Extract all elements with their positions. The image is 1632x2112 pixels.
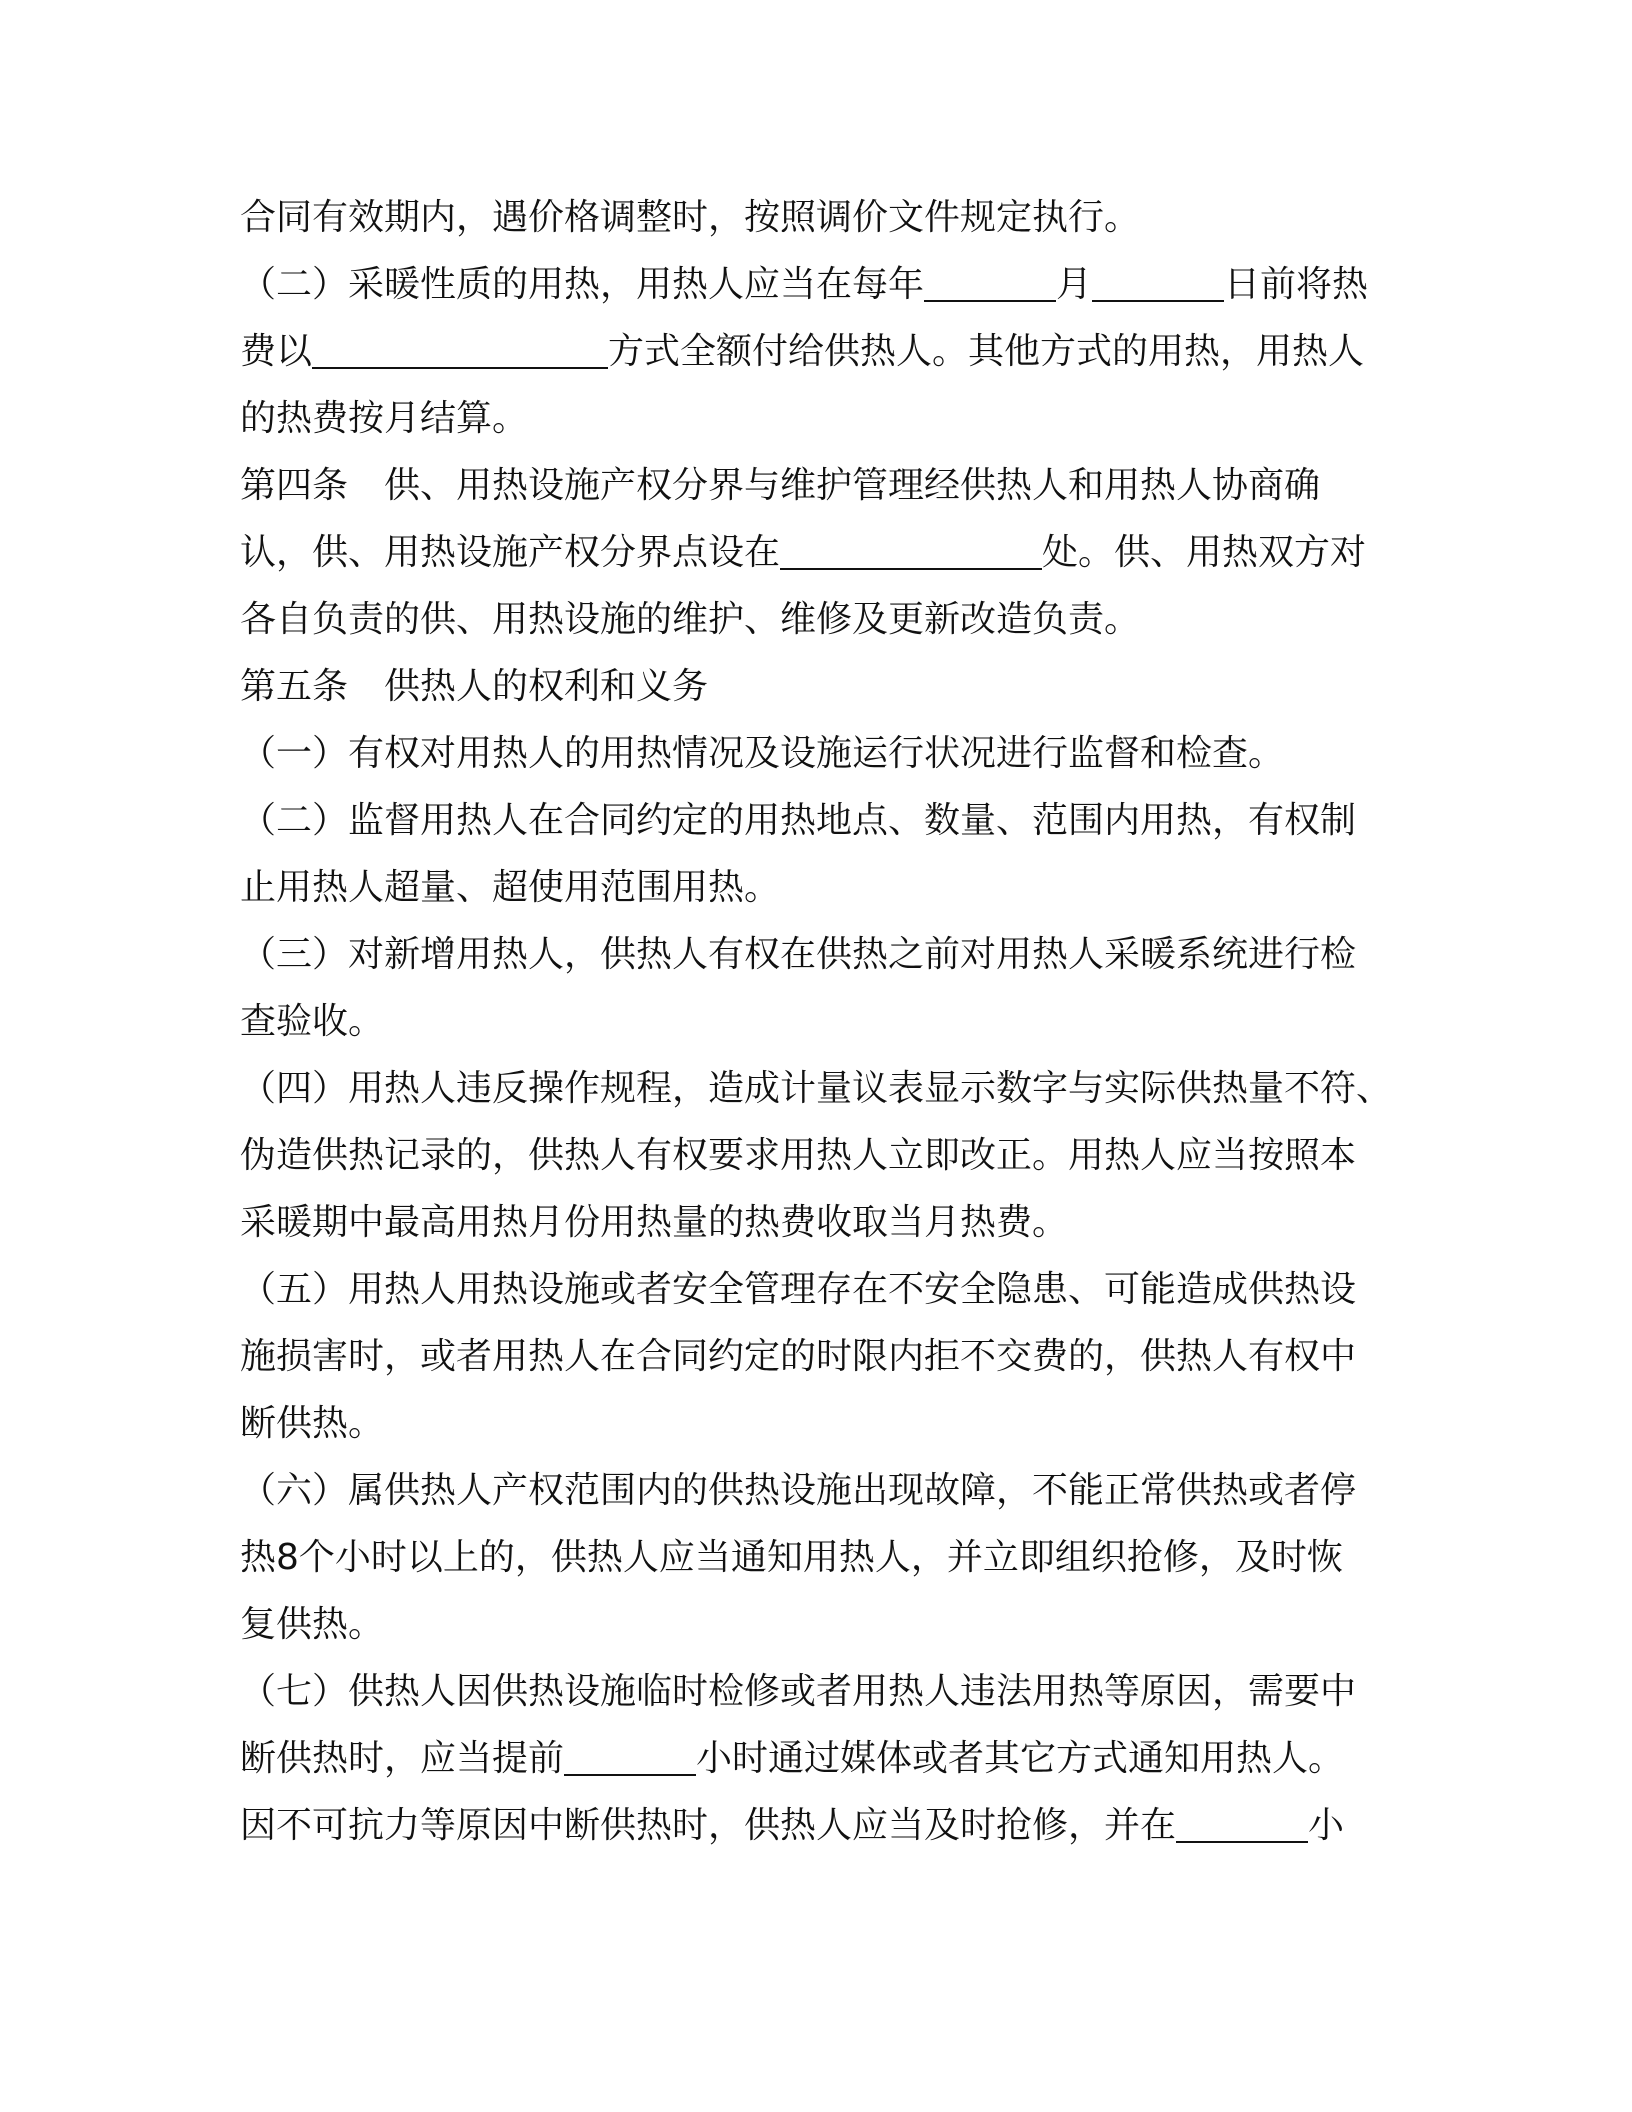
text-line xyxy=(240,519,1380,586)
text-segment: 因不可抗力等原因中断供热时，供热人应当及时抢修，并在 xyxy=(240,1805,1177,1846)
text-line: （五）用热人用热设施或者安全管理存在不安全隐患、可能造成供热设 xyxy=(240,1269,1357,1310)
text-line: （一）有权对用热人的用热情况及设施运行状况进行监督和检查。 xyxy=(240,733,1285,774)
article-heading xyxy=(240,452,1380,519)
text-line xyxy=(240,1725,1380,1792)
text-line: 止用热人超量、超使用范围用热。 xyxy=(240,867,781,908)
text-line: 断供热。 xyxy=(240,1403,385,1444)
text-line xyxy=(240,251,1380,318)
text-segment: 方式全额付给供热人。其他方式的用热，用热人 xyxy=(608,331,1365,372)
text-line: 的热费按月结算。 xyxy=(240,398,529,439)
text-segment: 处。供、用热双方对 xyxy=(1042,532,1367,573)
text-segment: 费以 xyxy=(240,331,313,372)
text-segment: （二）采暖性质的用热，用热人应当在每年 xyxy=(240,264,925,305)
text-line: 伪造供热记录的，供热人有权要求用热人立即改正。用热人应当按照本 xyxy=(240,1135,1357,1176)
text-segment: 供、用热设施产权分界与维护管理经供热人和用热人协商确 xyxy=(384,465,1321,506)
article-number: 第四条 xyxy=(240,465,349,506)
text-line: 热8个小时以上的，供热人应当通知用热人，并立即组织抢修，及时恢 xyxy=(240,1537,1343,1578)
blank-field-day[interactable] xyxy=(1092,256,1224,302)
blank-field-month[interactable] xyxy=(924,256,1056,302)
article-number: 第五条 xyxy=(240,666,349,707)
text-line: （三）对新增用热人，供热人有权在供热之前对用热人采暖系统进行检 xyxy=(240,934,1357,975)
text-line: （四）用热人违反操作规程，造成计量议表显示数字与实际供热量不符、 xyxy=(240,1068,1393,1109)
text-line: （七）供热人因供热设施临时检修或者用热人违法用热等原因，需要中 xyxy=(240,1671,1357,1712)
text-segment: 小时通过媒体或者其它方式通知用热人。 xyxy=(696,1738,1345,1779)
blank-field-boundary-point[interactable] xyxy=(780,524,1042,570)
article-title: 供热人的权利和义务 xyxy=(384,666,709,707)
text-line: 施损害时，或者用热人在合同约定的时限内拒不交费的，供热人有权中 xyxy=(240,1336,1357,1377)
blank-field-repair-hours[interactable] xyxy=(1176,1797,1308,1843)
text-line xyxy=(240,1792,1380,1859)
text-segment: 小 xyxy=(1308,1805,1345,1846)
text-line: （二）监督用热人在合同约定的用热地点、数量、范围内用热，有权制 xyxy=(240,800,1357,841)
blank-field-payment-method[interactable] xyxy=(312,323,608,369)
text-line: 各自负责的供、用热设施的维护、维修及更新改造负责。 xyxy=(240,599,1141,640)
blank-field-notice-hours[interactable] xyxy=(564,1730,696,1776)
text-line: 采暖期中最高用热月份用热量的热费收取当月热费。 xyxy=(240,1202,1069,1243)
text-segment: 认，供、用热设施产权分界点设在 xyxy=(240,532,781,573)
text-segment: 断供热时，应当提前 xyxy=(240,1738,565,1779)
document-page xyxy=(240,184,1393,1859)
text-line: 合同有效期内，遇价格调整时，按照调价文件规定执行。 xyxy=(240,197,1141,238)
text-segment: 月 xyxy=(1056,264,1093,305)
text-segment: 日前将热 xyxy=(1224,264,1369,305)
article-heading xyxy=(240,653,1380,720)
text-line: 查验收。 xyxy=(240,1001,385,1042)
text-line: 复供热。 xyxy=(240,1604,385,1645)
text-line: （六）属供热人产权范围内的供热设施出现故障，不能正常供热或者停 xyxy=(240,1470,1357,1511)
text-line xyxy=(240,318,1380,385)
